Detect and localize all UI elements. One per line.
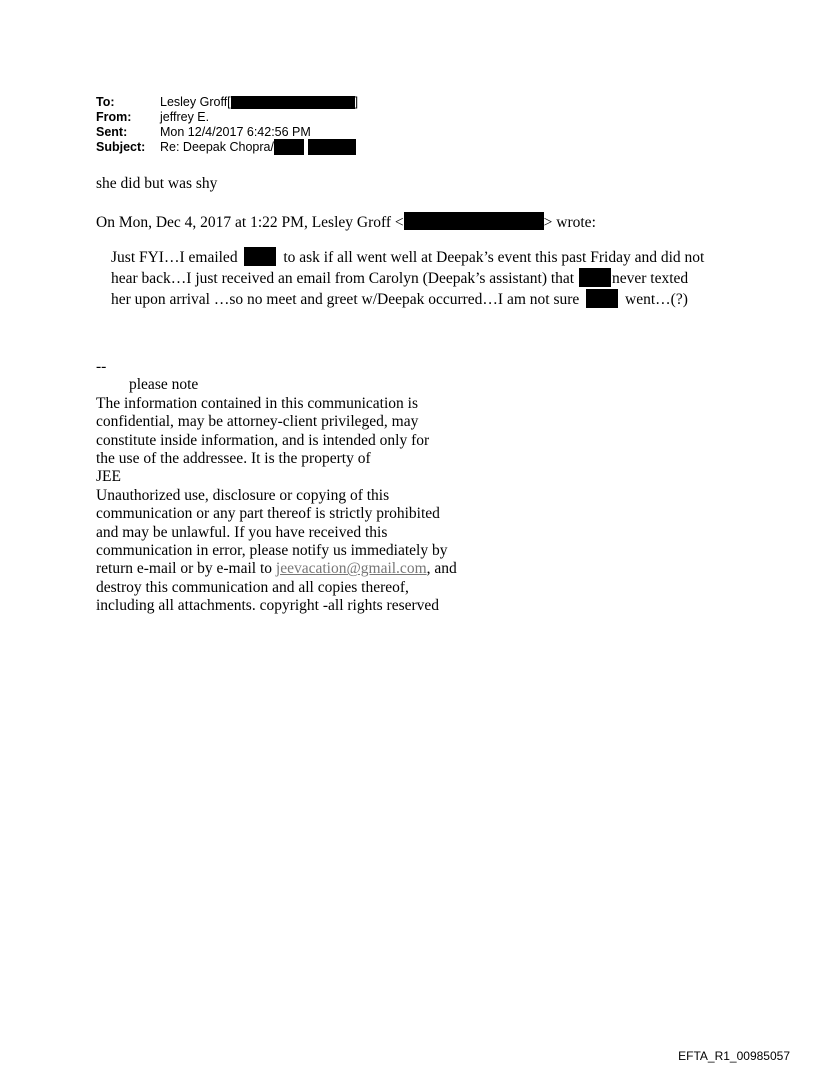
sig-line: and may be unlawful. If you have received this [96,523,388,541]
sig-line: the use of the addressee. It is the property of [96,450,371,468]
sig-line: communication or any part thereof is strictly prohibited [96,505,440,523]
sig-line: Unauthorized use, disclosure or copying of this [96,486,390,504]
to-name: Lesley Groff[ [160,95,231,109]
sig-text: return e-mail or by e-mail to [96,560,276,578]
subject-row [96,140,358,155]
sig-line: The information contained in this communication is [96,394,418,412]
redaction-box [404,212,544,230]
sig-text: , and [426,560,457,578]
to-row [96,95,358,110]
signature-dashes: -- [96,358,107,375]
sig-line: including all attachments. copyright -all rights reserved [96,597,440,615]
redaction-box [586,289,618,308]
attribution-line [96,212,596,233]
redaction-box [274,139,304,155]
sig-line: confidential, may be attorney-client privileged, may [96,413,419,431]
email-header [96,95,358,155]
quote-text: went…(?) [625,291,688,308]
subject-value [160,140,356,155]
redaction-box [244,247,276,266]
to-label: To: [96,95,115,109]
sent-label: Sent: [96,125,128,139]
quote-line [111,268,704,289]
quote-line [111,247,704,268]
signature-block [96,358,457,616]
please-note: please note [129,376,199,394]
sig-line: constitute inside information, and is intended only for [96,431,430,449]
email-link[interactable]: jeevacation@gmail.com [275,560,427,578]
attribution-suffix: > wrote: [543,214,596,231]
quote-text: her upon arrival …so no meet and greet w/Deepak occurred…I am not sure [111,291,580,308]
quote-text: hear back…I just received an email from Carolyn (Deepak’s assistant) that [111,270,575,287]
redaction-box [579,268,611,287]
sent-value: Mon 12/4/2017 6:42:56 PM [160,125,311,139]
from-row [96,110,358,125]
from-label: From: [96,110,132,124]
sent-row [96,125,358,140]
redaction-box [308,139,356,155]
quote-text: Just FYI…I emailed [111,249,238,266]
redaction-box [231,96,355,109]
sig-line: communication in error, please notify us immediately by [96,542,448,560]
sig-line-email [96,560,457,578]
subject-label: Subject: [96,140,146,154]
quote-text: never texted [611,270,689,287]
sig-line: destroy this communication and all copies thereof, [96,578,409,596]
quote-line [111,289,704,310]
document-id: EFTA_R1_00985057 [678,1049,790,1063]
to-value [160,95,358,110]
quote-text: to ask if all went well at Deepak’s event this past Friday and did not [283,249,705,266]
attribution-prefix: On Mon, Dec 4, 2017 at 1:22 PM, Lesley Groff < [96,214,404,231]
from-value: jeffrey E. [160,110,210,124]
to-suffix: ] [354,95,359,109]
subject-text: Re: Deepak Chopra/ [160,140,274,154]
reply-text: she did but was shy [96,175,218,192]
sig-line: JEE [96,468,121,486]
quoted-message [111,247,704,310]
